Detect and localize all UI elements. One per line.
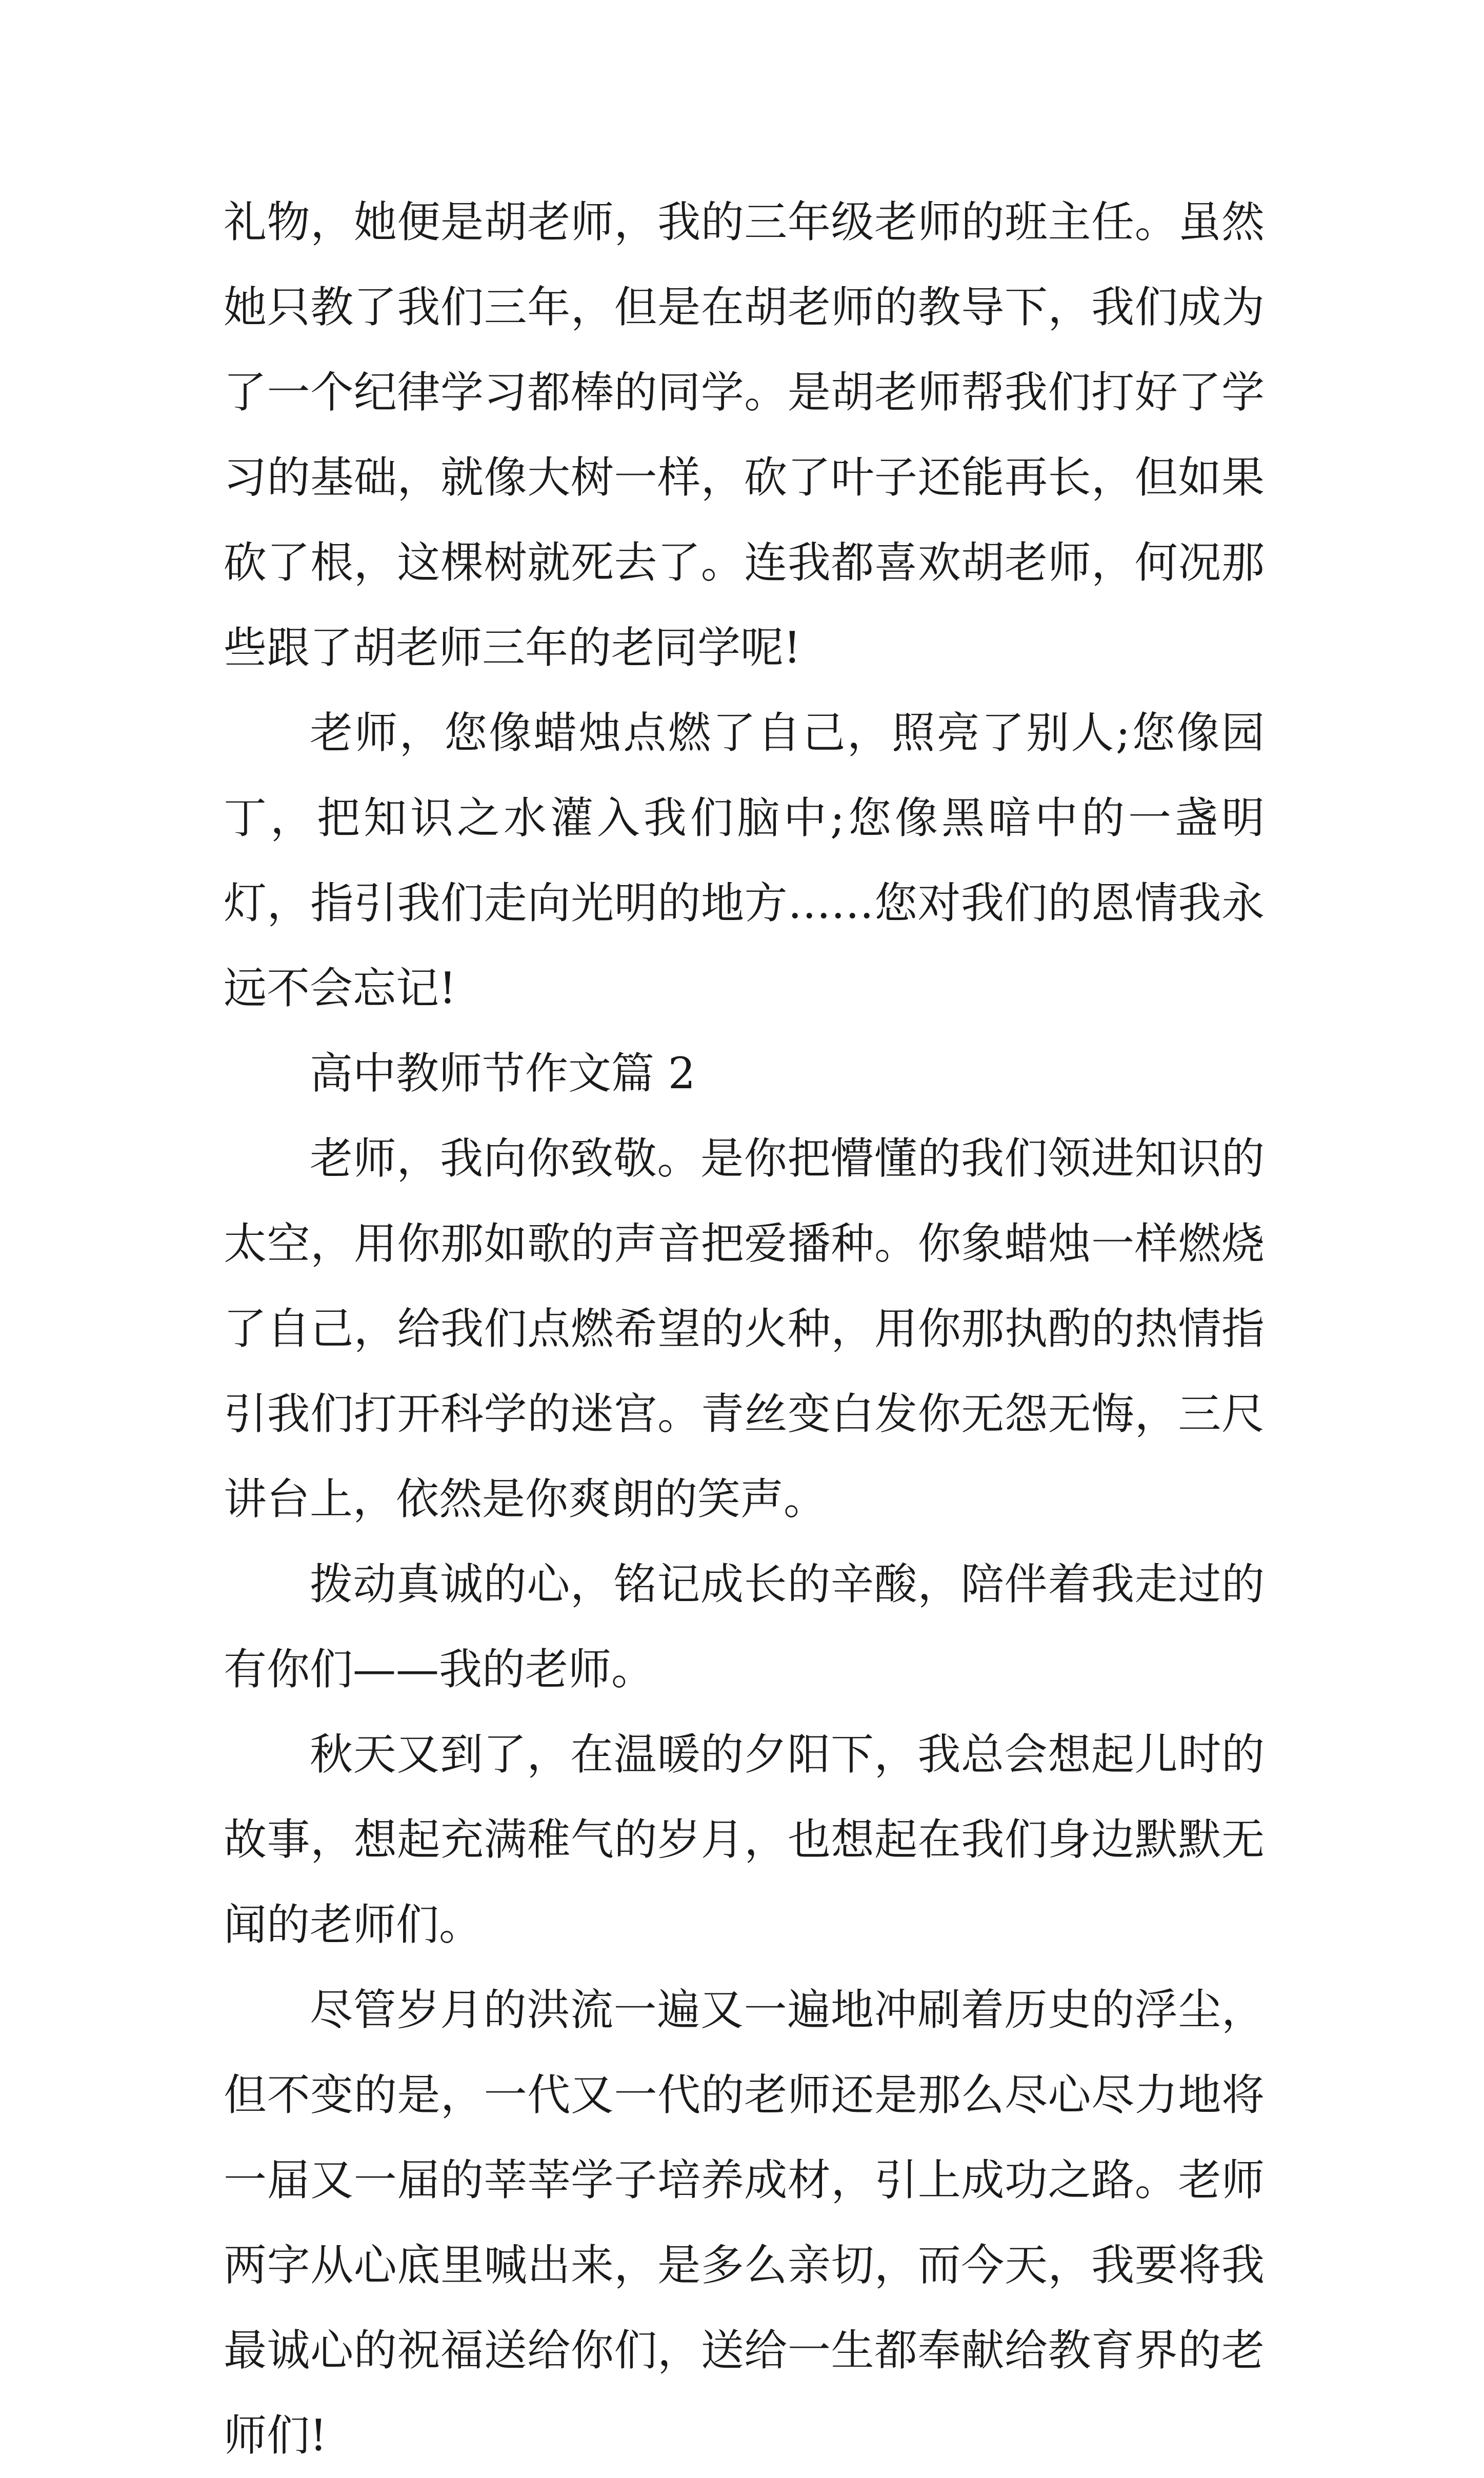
paragraph-salute-teacher: 老师，我向你致敬。是你把懵懂的我们领进知识的太空，用你那如歌的声音把爱播种。你象蜡烛一样燃烧了自己，给我们点燃希望的火种，用你那执酌的热情指引我们打开科学的迷宫。青丝变白发你无怨无悔，三尺讲台上，依然是你爽朗的笑声。 (224, 1133, 1265, 1524)
paragraph-continued: 礼物，她便是胡老师，我的三年级老师的班主任。虽然她只教了我们三年，但是在胡老师的教导下，我们成为了一个纪律学习都棒的同学。是胡老师帮我们打好了学习的基础，就像大树一样，砍了叶子还能再长，但如果砍了根，这棵树就死去了。连我都喜欢胡老师，何况那些跟了胡老师三年的老同学呢! (224, 197, 1265, 673)
section-heading: 高中教师节作文篇 2 (310, 1048, 696, 1098)
document-body (224, 179, 1265, 2478)
paragraph-autumn: 秋天又到了，在温暖的夕阳下，我总会想起儿时的故事，想起充满稚气的岁月，也想起在我们身边默默无闻的老师们。 (224, 1729, 1265, 1950)
paragraph-years-flow: 尽管岁月的洪流一遍又一遍地冲刷着历史的浮尘，但不变的是，一代又一代的老师还是那么尽心尽力地将一届又一届的莘莘学子培养成材，引上成功之路。老师两字从心底里喊出来，是多么亲切，而今天，我要将我最诚心的祝福送给你们，送给一生都奉献给教育界的老师们! (224, 1985, 1265, 2461)
paragraph-sincere-heart: 拨动真诚的心，铭记成长的辛酸，陪伴着我走过的有你们——我的老师。 (224, 1559, 1265, 1694)
paragraph-teacher-metaphors: 老师，您像蜡烛点燃了自己，照亮了别人;您像园丁，把知识之水灌入我们脑中;您像黑暗中的一盏明灯，指引我们走向光明的地方……您对我们的恩情我永远不会忘记! (224, 708, 1265, 1013)
